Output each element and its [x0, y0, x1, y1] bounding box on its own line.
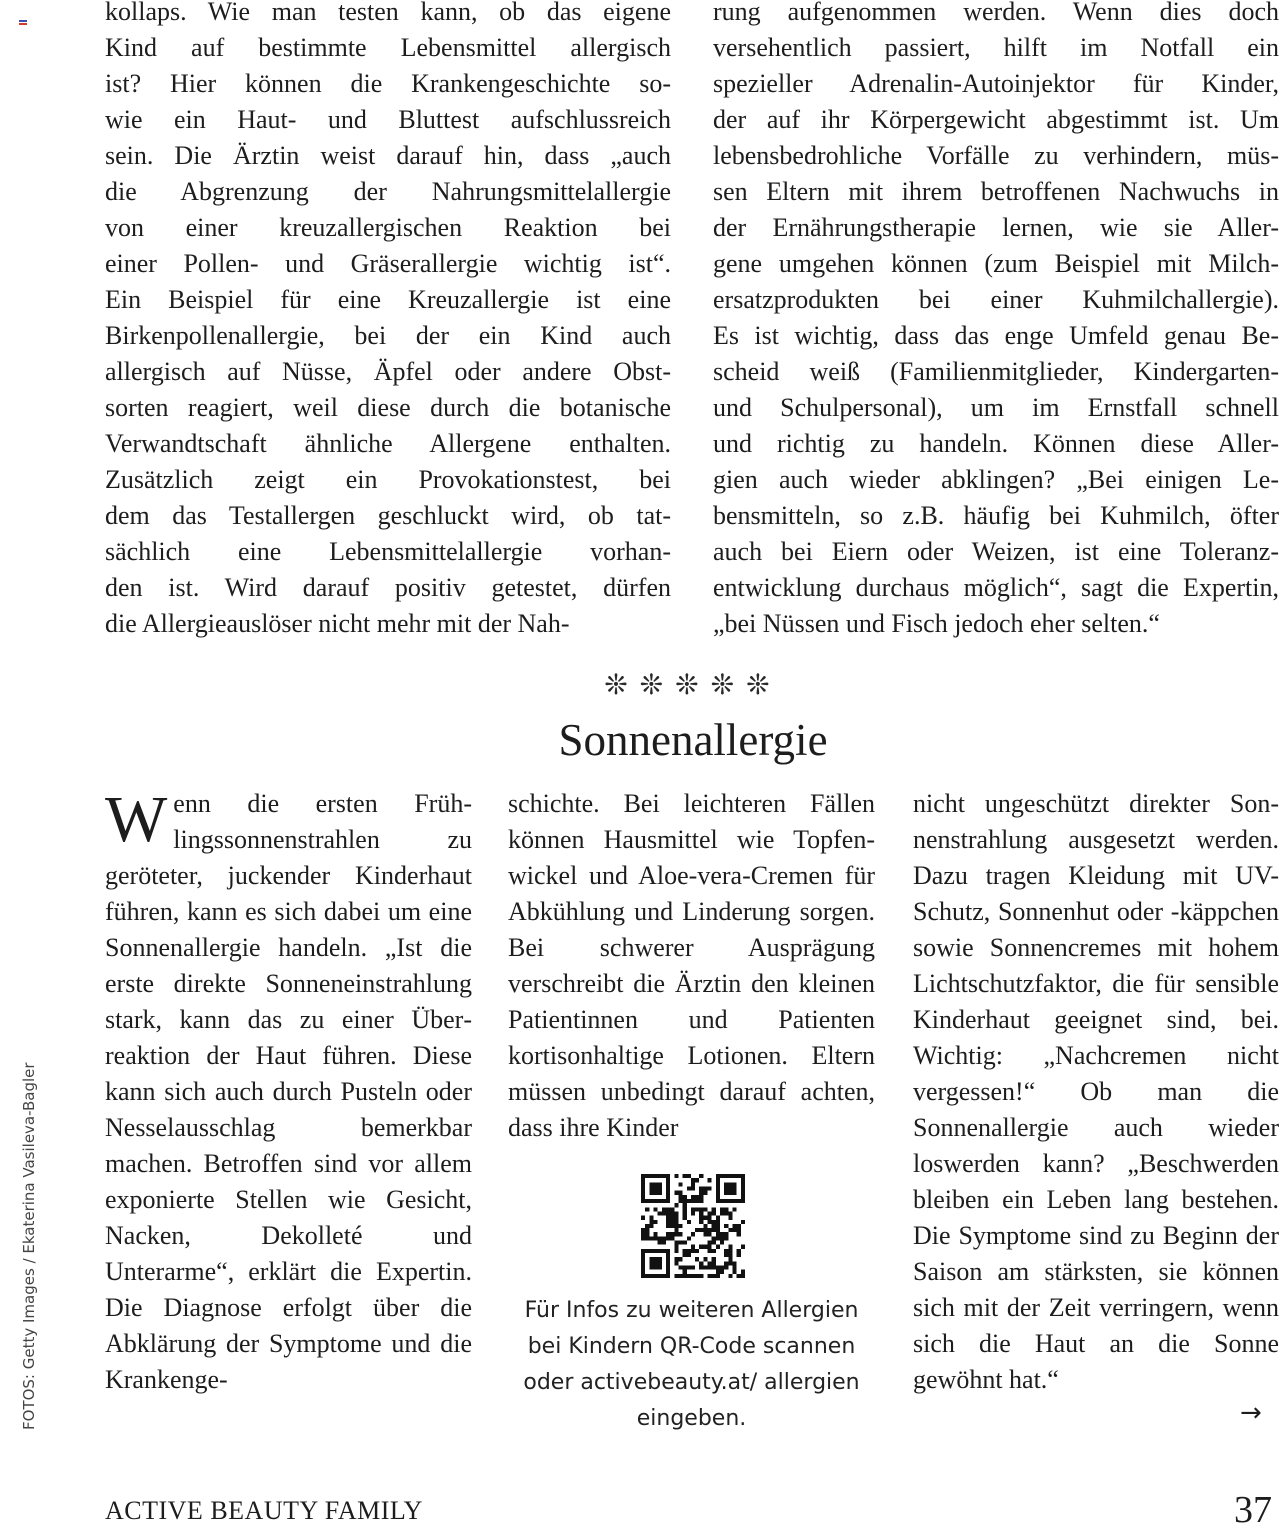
qr-code[interactable]: [641, 1174, 745, 1278]
footer-brand: ACTIVE BEAUTY FAMILY: [105, 1496, 423, 1525]
text-line: Verwandtschaft ähnliche Allergene enthalten.: [105, 429, 671, 458]
text-line: entwicklung durchaus möglich“, sagt die Expertin,: [713, 573, 1279, 602]
text-line: die Allergieauslöser nicht mehr mit der Nah-: [105, 609, 570, 638]
text-line: Birkenpollenallergie, bei der ein Kind auch: [105, 321, 671, 350]
section-ornament: ❊❊❊❊❊: [604, 668, 782, 701]
text-line: wie ein Haut- und Bluttest aufschlussreich: [105, 105, 671, 134]
article-column-4: [508, 786, 875, 1146]
paragraph-text: nicht ungeschützt direkter Sonnenstrahlung ausgesetzt werden. Dazu tragen Kleidung mit UV-Schutz, Sonnenhut oder -käppchen sowie Sonnencremes mit hohem Lichtschutzfaktor, die für sensible Kinderhaut geeignet sind, bei. Wichtig: „Nachcremen nicht vergessen!“ Ob man die Sonnenallergie auch wieder loswerden kann? „Beschwerden bleiben ein Leben lang bestehen. Die Symptome sind zu Beginn der Saison am stärksten, sie können sich mit der Zeit verringern, wenn sich die Haut an die Sonne gewöhnt hat.“: [913, 789, 1279, 1394]
text-line: auch bei Eiern oder Weizen, ist eine Toleranz-: [713, 537, 1279, 566]
article-column-5: [913, 786, 1279, 1398]
section-title: Sonnenallergie: [558, 715, 828, 765]
article-column-3: [105, 783, 472, 1398]
text-line: ist? Hier können die Krankengeschichte so-: [105, 69, 671, 98]
text-line: rung aufgenommen werden. Wenn dies doch: [713, 0, 1279, 26]
article-column-1: [105, 0, 671, 642]
text-line: der auf ihr Körpergewicht abgestimmt ist. Um: [713, 105, 1279, 134]
text-line: Ein Beispiel für eine Kreuzallergie ist eine: [105, 285, 671, 314]
text-line: ersatzprodukten bei einer Kuhmilchallergie).: [713, 285, 1279, 314]
text-line: allergisch auf Nüsse, Äpfel oder andere Obst-: [105, 357, 671, 386]
text-line: sächlich eine Lebensmittelallergie vorhan-: [105, 537, 671, 566]
text-line: gien auch wieder abklingen? „Bei einigen Le-: [713, 465, 1279, 494]
text-line: einer Pollen- und Gräserallergie wichtig ist“.: [105, 249, 671, 278]
text-line: sorten reagiert, weil diese durch die botanische: [105, 393, 671, 422]
text-line: und richtig zu handeln. Können diese Aller-: [713, 429, 1279, 458]
paragraph-text: schichte. Bei leichteren Fällen können Hausmittel wie Topfenwickel und Aloe-vera-Cremen für Abkühlung und Linderung sorgen. Bei schwerer Ausprägung verschreibt die Ärztin den kleinen Patientinnen und Patienten kortisonhaltige Lotionen. Eltern müssen unbedingt darauf achten, dass ihre Kinder: [508, 789, 875, 1142]
text-line: Zusätzlich zeigt ein Provokationstest, bei: [105, 465, 671, 494]
photo-credit: FOTOS: Getty Images / Ekaterina Vasileva-Bagler: [20, 1062, 38, 1430]
text-line: und Schulpersonal), um im Ernstfall schnell: [713, 393, 1279, 422]
corner-marker: [19, 20, 27, 25]
text-line: der Ernährungstherapie lernen, wie sie Aller-: [713, 213, 1279, 242]
text-line: sein. Die Ärztin weist darauf hin, dass „auch: [105, 141, 671, 170]
text-line: „bei Nüssen und Fisch jedoch eher selten.“: [713, 609, 1160, 638]
qr-caption: Für Infos zu weiteren Allergien bei Kindern QR-Code scannen oder activebeauty.at/ allergien eingeben.: [523, 1298, 860, 1431]
text-line: Kind auf bestimmte Lebensmittel allergisch: [105, 33, 671, 62]
text-line: versehentlich passiert, hilft im Notfall ein: [713, 33, 1279, 62]
text-line: bensmitteln, so z.B. häufig bei Kuhmilch, öfter: [713, 501, 1279, 530]
page-number: 37: [1234, 1489, 1272, 1531]
text-line: lebensbedrohliche Vorfälle zu verhindern, müs-: [713, 141, 1279, 170]
text-line: scheid weiß (Familienmitglieder, Kindergarten-: [713, 357, 1279, 386]
text-line: spezieller Adrenalin-Autoinjektor für Kinder,: [713, 69, 1279, 98]
text-line: den ist. Wird darauf positiv getestet, dürfen: [105, 573, 671, 602]
text-line: Es ist wichtig, dass das enge Umfeld genau Be-: [713, 321, 1279, 350]
text-line: sen Eltern mit ihrem betroffenen Nachwuchs in: [713, 177, 1279, 206]
text-line: dem das Testallergen geschluckt wird, ob tat-: [105, 501, 671, 530]
article-column-2: [713, 0, 1279, 642]
text-line: die Abgrenzung der Nahrungsmittelallergie: [105, 177, 671, 206]
text-line: gene umgehen können (zum Beispiel mit Milch-: [713, 249, 1279, 278]
dropcap: W: [105, 783, 168, 856]
paragraph-text: enn die ersten Frühlingssonnenstrahlen zu geröteter, juckender Kinderhaut führen, kann es sich dabei um eine Sonnenallergie handeln. „Ist die erste direkte Sonneneinstrahlung stark, kann das zu einer Überreaktion der Haut führen. Diese kann sich auch durch Pusteln oder Nesselausschlag bemerkbar machen. Betroffen sind vor allem exponierte Stellen wie Gesicht, Nacken, Dekolleté und Unterarme“, erklärt die Expertin. Die Diagnose erfolgt über die Abklärung der Symptome und die Krankenge-: [105, 789, 472, 1394]
text-line: kollaps. Wie man testen kann, ob das eigene: [105, 0, 671, 26]
continue-arrow-icon: →: [1240, 1398, 1262, 1428]
text-line: von einer kreuzallergischen Reaktion bei: [105, 213, 671, 242]
